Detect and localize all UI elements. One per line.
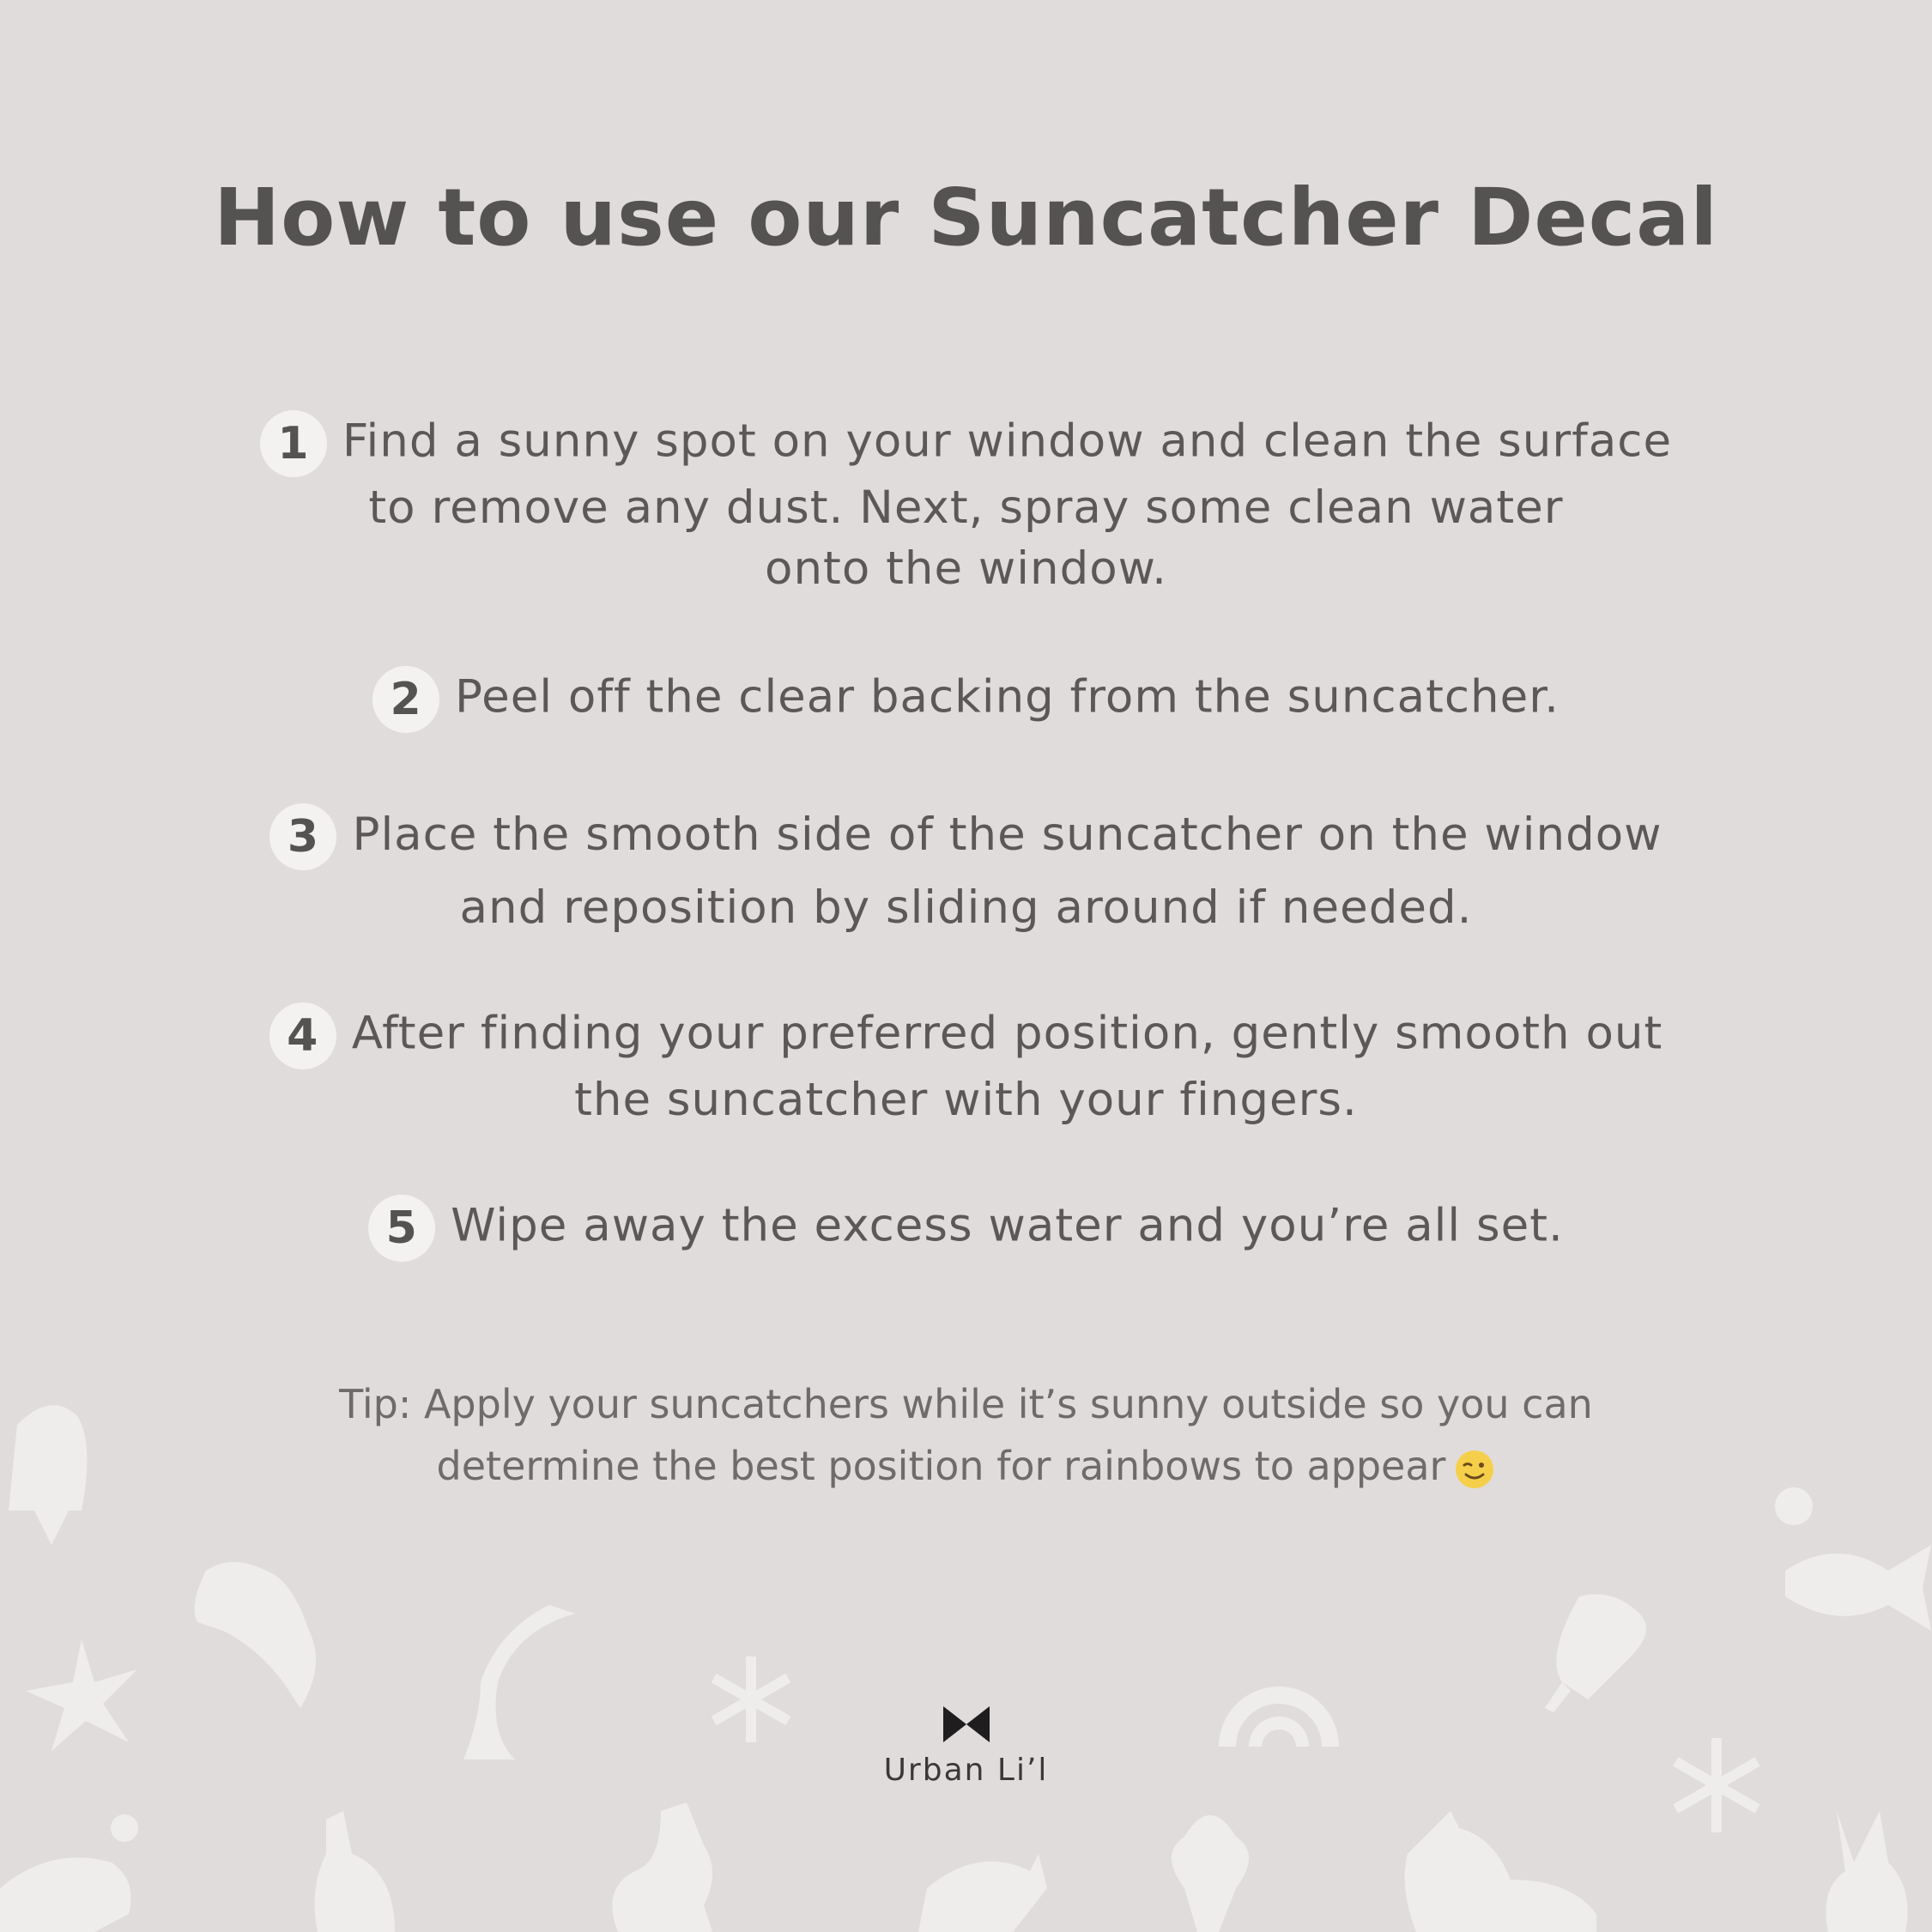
dolphin-icon-bottom [918, 1854, 1047, 1932]
tip-text [0, 1373, 1932, 1497]
step-4 [0, 1002, 1932, 1130]
rabbit-icon-sitting [315, 1811, 395, 1932]
step-text-line: Place the smooth side of the suncatcher on the window [352, 809, 1662, 861]
bowtie-icon [943, 1706, 990, 1742]
tip-line: Tip: Apply your suncatchers while it’s sunny outside so you can [339, 1381, 1593, 1427]
page-title: How to use our Suncatcher Decal [214, 172, 1718, 263]
step-number-badge: 2 [372, 666, 439, 733]
step-text-line: to remove any dust. Next, spray some clean water [368, 481, 1564, 534]
step-3 [0, 798, 1932, 944]
step-text-line: After finding your preferred position, gently smooth out [351, 1007, 1663, 1060]
step-number-badge: 1 [260, 410, 327, 477]
step-1 [0, 410, 1932, 599]
step-text-line: onto the window. [765, 542, 1167, 595]
step-text-line: Find a sunny spot on your window and clean the surface [342, 415, 1673, 468]
step-number-badge: 5 [368, 1195, 435, 1262]
step-number-badge: 4 [270, 1002, 336, 1069]
step-2 [0, 666, 1932, 733]
popsicle-icon-right [1545, 1595, 1646, 1713]
winking-face-icon [1454, 1449, 1495, 1490]
step-number-badge: 3 [270, 803, 336, 870]
rabbit-icon-sitting-2 [612, 1802, 712, 1932]
step-text-line: Wipe away the excess water and you’re all set. [451, 1199, 1564, 1252]
rabbit-icon [195, 1562, 316, 1708]
rabbit-icon-right [1826, 1811, 1908, 1932]
icecream-icon [1172, 1815, 1249, 1932]
step-5 [0, 1195, 1932, 1262]
step-text-line: and reposition by sliding around if needed. [459, 881, 1473, 934]
fish-icon [1785, 1545, 1931, 1631]
tip-line: determine the best position for rainbows to appear [436, 1443, 1446, 1489]
fish-icon-bottom [0, 1857, 131, 1932]
step-text-line: the suncatcher with your fingers. [574, 1074, 1358, 1126]
step-text-line: Peel off the clear backing from the suncatcher. [455, 670, 1560, 724]
brand-name: Urban Li’l [883, 1753, 1049, 1788]
bubble-icon-small [111, 1814, 138, 1842]
brand-logo [0, 1706, 1932, 1788]
unicorn-icon [1405, 1811, 1596, 1932]
